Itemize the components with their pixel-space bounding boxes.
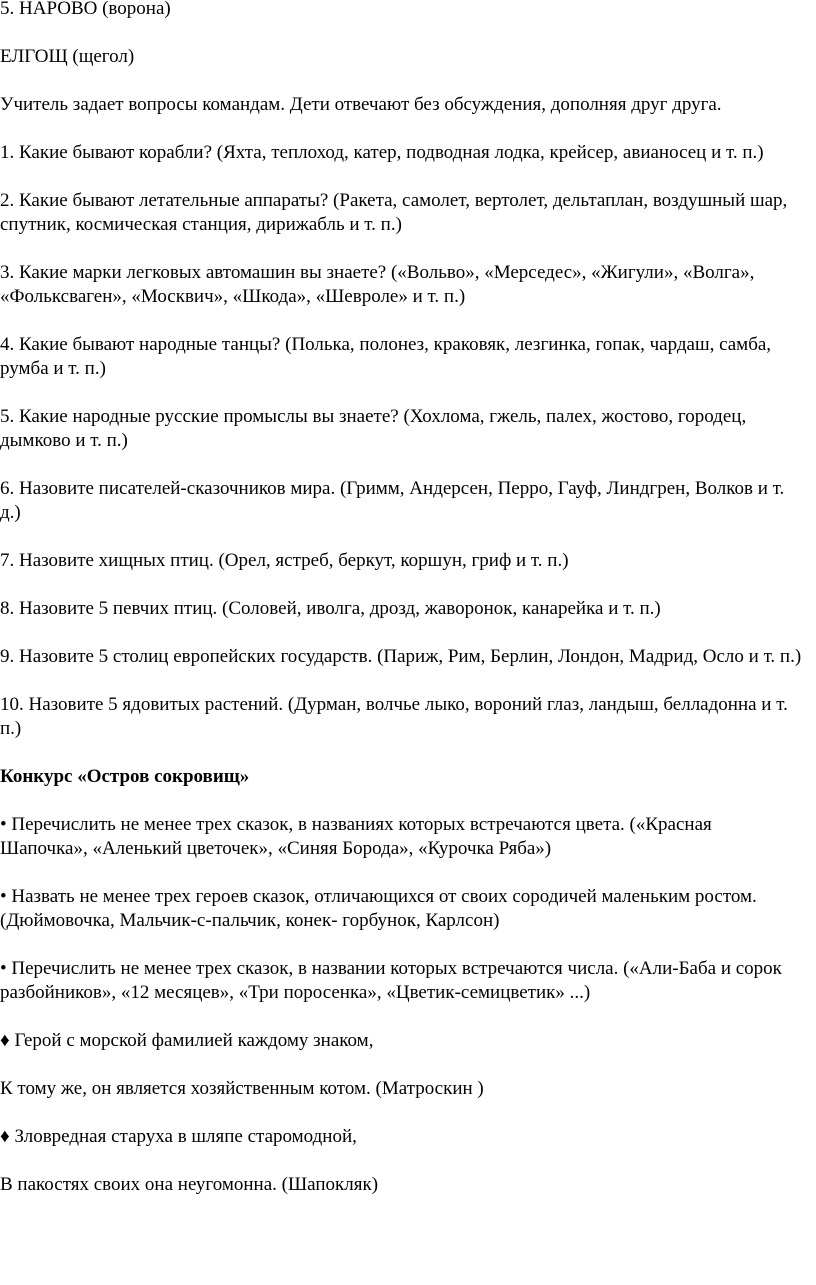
question-3: 3. Какие марки легковых автомашин вы знаете? («Вольво», «Мерседес», «Жигули», «Волга», «Фольксваген», «Москвич», «Шкода», «Шевроле» и т. п.) [0, 262, 755, 307]
bullet-colors: • Перечислить не менее трех сказок, в названиях которых встречаются цвета. («Красная Шапочка», «Аленький цветочек», «Синяя Борода», «Курочка Ряба») [0, 814, 712, 859]
question-10: 10. Назовите 5 ядовитых растений. (Дурман, волчье лыко, вороний глаз, ландыш, белладонна и т. п.) [0, 694, 788, 739]
question-2: 2. Какие бывают летательные аппараты? (Ракета, самолет, вертолет, дельтаплан, воздушный шар, спутник, космическая станция, дирижабль и т. п.) [0, 190, 788, 235]
line-elgoshch: ЕЛГОЩ (щегол) [0, 46, 135, 67]
bullet-numbers: • Перечислить не менее трех сказок, в названии которых встречаются числа. («Али-Баба и сорок разбойников», «12 месяцев», «Три поросенка», «Цветик-семицветик» ...) [0, 958, 782, 1003]
question-8: 8. Назовите 5 певчих птиц. (Соловей, иволга, дрозд, жаворонок, канарейка и т. п.) [0, 598, 661, 619]
section-heading: Конкурс «Остров сокровищ» [0, 766, 250, 787]
riddle-1-line-1: ♦ Герой с морской фамилией каждому знаком, [0, 1030, 374, 1051]
question-7: 7. Назовите хищных птиц. (Орел, ястреб, беркут, коршун, гриф и т. п.) [0, 550, 569, 571]
riddle-2-line-1: ♦ Зловредная старуха в шляпе старомодной, [0, 1126, 357, 1147]
riddle-1-line-2: К тому же, он является хозяйственным котом. (Матроскин ) [0, 1078, 484, 1099]
question-4: 4. Какие бывают народные танцы? (Полька, полонез, краковяк, лезгинка, гопак, чардаш, самба, румба и т. п.) [0, 334, 772, 379]
line-teacher-instructions: Учитель задает вопросы командам. Дети отвечают без обсуждения, дополняя друг друга. [0, 94, 722, 115]
question-9: 9. Назовите 5 столиц европейских государств. (Париж, Рим, Берлин, Лондон, Мадрид, Осло и т. п.) [0, 646, 802, 667]
riddle-2-line-2: В пакостях своих она неугомонна. (Шапокляк) [0, 1174, 379, 1195]
bullet-small-heroes: • Назвать не менее трех героев сказок, отличающихся от своих сородичей маленьким ростом. (Дюймовочка, Мальчик-с-пальчик, конек- горбунок, Карлсон) [0, 886, 757, 931]
question-1: 1. Какие бывают корабли? (Яхта, теплоход, катер, подводная лодка, крейсер, авианосец и т. п.) [0, 142, 764, 163]
question-5: 5. Какие народные русские промыслы вы знаете? (Хохлома, гжель, палех, жостово, городец, дымково и т. п.) [0, 406, 747, 451]
question-6: 6. Назовите писателей-сказочников мира. (Гримм, Андерсен, Перро, Гауф, Линдгрен, Волков и т. д.) [0, 478, 785, 523]
line-narovo: 5. НАРОВО (ворона) [0, 0, 171, 19]
